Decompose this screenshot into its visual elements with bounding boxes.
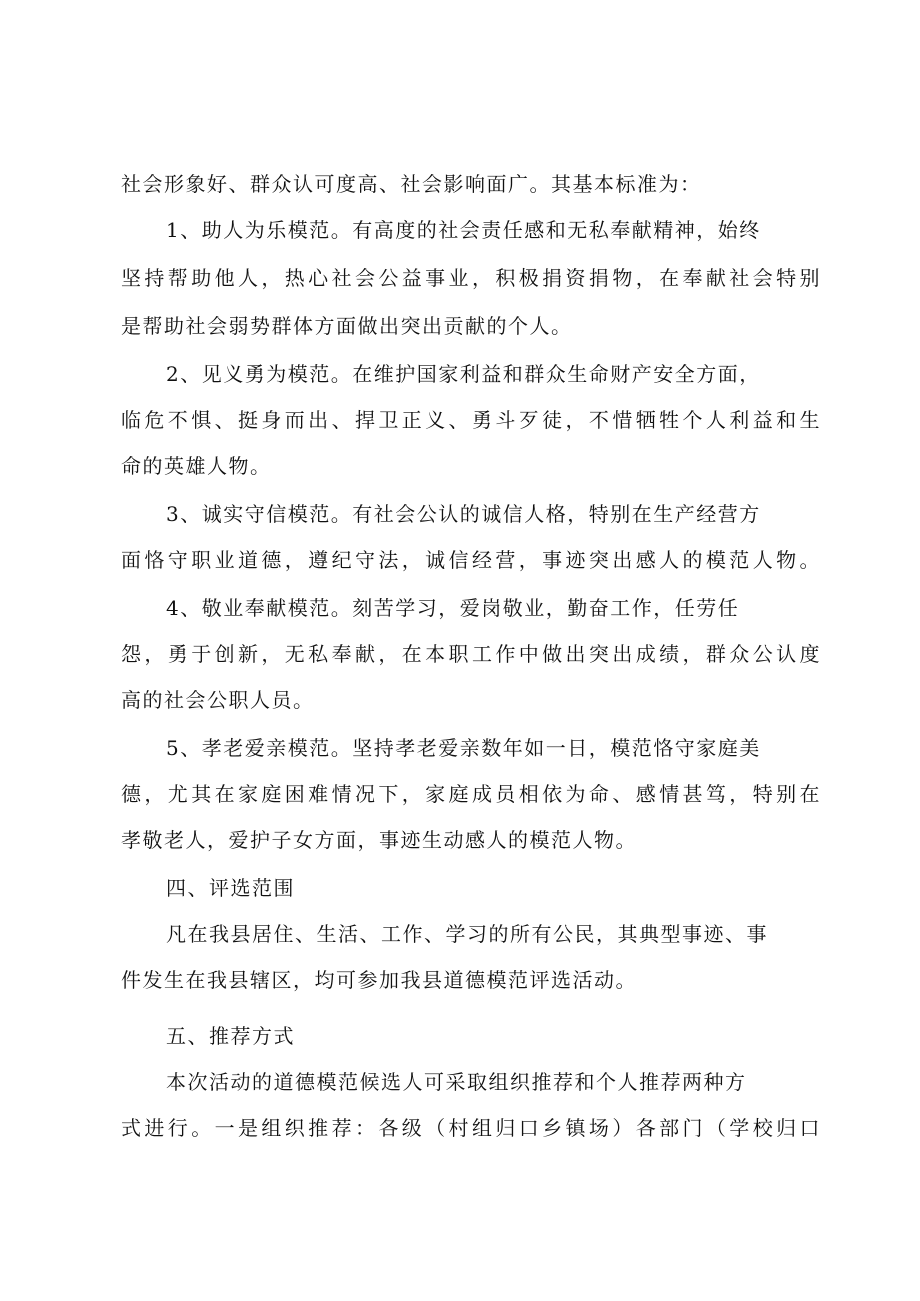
body-text-line: 式进行。一是组织推荐：各级（村组归口乡镇场）各部门（学校归口 [121, 1116, 821, 1140]
section-heading-scope: 四、评选范围 [166, 876, 295, 900]
criteria-item-3: 3、诚实守信模范。有社会公认的诚信人格，特别在生产经营方 [166, 502, 761, 526]
body-text-line: 怨，勇于创新，无私奉献，在本职工作中做出突出成绩，群众公认度 [121, 642, 821, 666]
body-text-line: 凡在我县居住、生活、工作、学习的所有公民，其典型事迹、事 [166, 922, 768, 946]
body-text-line: 是帮助社会弱势群体方面做出突出贡献的个人。 [121, 314, 573, 338]
body-text-line: 孝敬老人，爱护子女方面，事迹生动感人的模范人物。 [121, 828, 637, 852]
body-text-line: 社会形象好、群众认可度高、社会影响面广。其基本标准为： [121, 172, 702, 196]
criteria-item-5: 5、孝老爱亲模范。坚持孝老爱亲数年如一日，模范恪守家庭美 [166, 736, 761, 760]
section-heading-recommendation: 五、推荐方式 [166, 1024, 295, 1048]
body-text-line: 坚持帮助他人，热心社会公益事业，积极捐资捐物，在奉献社会特别 [121, 266, 821, 290]
body-text-line: 德，尤其在家庭困难情况下，家庭成员相依为命、感情甚笃，特别在 [121, 782, 821, 806]
body-text-line: 面恪守职业道德，遵纪守法，诚信经营，事迹突出感人的模范人物。 [121, 548, 821, 572]
criteria-item-2: 2、见义勇为模范。在维护国家利益和群众生命财产安全方面， [166, 362, 761, 386]
body-text-line: 本次活动的道德模范候选人可采取组织推荐和个人推荐两种方 [166, 1070, 747, 1094]
body-text-line: 件发生在我县辖区，均可参加我县道德模范评选活动。 [121, 968, 637, 992]
criteria-item-4: 4、敬业奉献模范。刻苦学习，爱岗敬业，勤奋工作，任劳任 [166, 596, 740, 620]
body-text-line: 命的英雄人物。 [121, 454, 272, 478]
body-text-line: 高的社会公职人员。 [121, 688, 315, 712]
body-text-line: 临危不惧、挺身而出、捍卫正义、勇斗歹徒，不惜牺牲个人利益和生 [121, 408, 821, 432]
criteria-item-1: 1、助人为乐模范。有高度的社会责任感和无私奉献精神，始终 [166, 218, 761, 242]
